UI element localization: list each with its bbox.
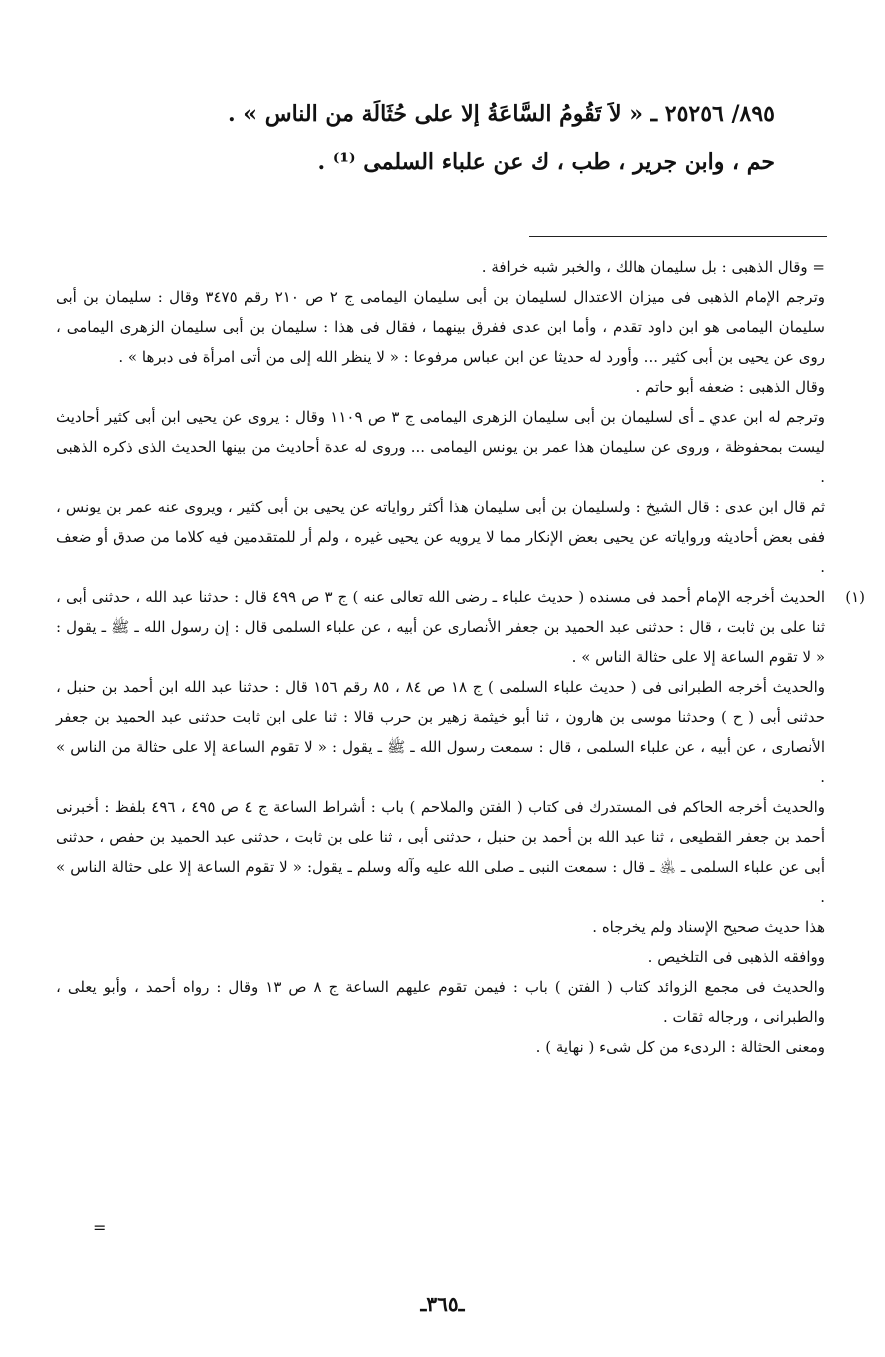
footnote-paragraph: وترجم الإمام الذهبى فى ميزان الاعتدال لسليمان بن أبى سليمان اليمامى ج ٢ ص ٢١٠ رقم ٣٤٧٥ وقال : سليمان بن أبى سليمان اليمامى هو ابن داود تقدم ، وأما ابن عدى ففرق بينهما ، فقال فى هذا : سليمان بن أبى سليمان الزهرى اليمامى ، روى عن يحيى بن أبى كثير ... وأورد له حديثا عن ابن عباس مرفوعا : « لا ينظر الله إلى من أتى امرأة فى دبرها » . xyxy=(56,288,825,366)
footnote-paragraph: ومعنى الحثالة : الردىء من كل شىء ( نهاية ) . xyxy=(535,1038,825,1056)
footnote-paragraph: والحديث أخرجه الطبرانى فى ( حديث علباء السلمى ) ج ١٨ ص ٨٤ ، ٨٥ رقم ١٥٦ قال : حدثنا عبد الله ابن أحمد بن حنبل ، حدثنى أبى ( ح ) وحدثنا موسى بن هارون ، ثنا أبو خيثمة زهير بن حرب قالا : ثنا على ابن ثابت حدثنى عبد الحميد بن جعفر الأنصارى ، عن أبيه ، عن علباء السلمى ، قال : سمعت رسول الله ـ ﷺ ـ يقول : « لا تقوم الساعة إلا على حثالة من الناس » . xyxy=(56,678,826,786)
footnote-paragraph: ثم قال ابن عدى : قال الشيخ : ولسليمان بن أبى سليمان هذا أكثر رواياته عن يحيى بن أبى كثير ، ويروى عنه عمر بن يونس ، ففى بعض أحاديثه ورواياته عن يحيى بعض الإنكار مما لا يرويه عن يحيى غيره ، ولم أر للمتقدمين فيه كلاما من صدق أو ضعف . xyxy=(56,498,825,576)
footnote-paragraph: الحديث أخرجه الإمام أحمد فى مسنده ( حديث علباء ـ رضى الله تعالى عنه ) ج ٣ ص ٤٩٩ قال : حدثنا عبد الله ، حدثنى أبى ، ثنا على بن ثابت ، قال : حدثنى عبد الحميد بن جعفر الأنصارى عن أبيه ، عن علباء السلمى قال : إن رسول الله ـ ﷺ ـ يقول : « لا تقوم الساعة إلا على حثالة الناس » . xyxy=(56,588,826,666)
footnote-separator xyxy=(529,236,827,237)
footnote-paragraph: والحديث فى مجمع الزوائد كتاب ( الفتن ) باب : فيمن تقوم عليهم الساعة ج ٨ ص ١٣ وقال : رواه أحمد ، وأبو يعلى ، والطبرانى ، ورجاله ثقات . xyxy=(56,978,825,1026)
footnote-paragraph: ووافقه الذهبى فى التلخيص . xyxy=(647,948,825,966)
footnote-paragraph: هذا حديث صحيح الإسناد ولم يخرجاه . xyxy=(592,918,825,936)
page-number: ـ٣٦٥ـ xyxy=(420,1292,465,1316)
footnote-paragraph: وترجم له ابن عدي ـ أى لسليمان بن أبى سليمان الزهرى اليمامى ج ٣ ص ١١٠٩ وقال : يروى عن يحيى ابن أبى كثير أحاديث ليست بمحفوظة ، وروى عن سليمان هذا عمر بن يونس اليمامى ... وروى له عدة أحاديث من بينها الحديث الذى ذكره الذهبى . xyxy=(56,408,825,486)
footnotes-section xyxy=(56,252,865,1062)
footnote-number: (١) xyxy=(845,588,865,606)
footnote-paragraph: وقال الذهبى : ضعفه أبو حاتم . xyxy=(635,378,825,396)
footnote-paragraph: والحديث أخرجه الحاكم فى المستدرك فى كتاب ( الفتن والملاحم ) باب : أشراط الساعة ج ٤ ص ٤٩٥ ، ٤٩٦ بلفظ : أخبرنى أحمد بن جعفر القطيعى ، ثنا عبد الله بن أحمد بن حنبل ، حدثنى أبى ، ثنا على بن ثابت ، حدثنى عبد الحميد بن حفص ، حدثنى أبى عن علباء السلمى ـ ﵁ ـ قال : سمعت النبى ـ صلى الله عليه وآله وسلم ـ يقول: « لا تقوم الساعة إلا على حثالة الناس » . xyxy=(56,798,825,906)
footnote-one xyxy=(56,582,865,672)
footnote-paragraph: = وقال الذهبى : بل سليمان هالك ، والخبر شبه خرافة . xyxy=(481,258,825,276)
hadith-text: ٨٩٥/ ٢٥٢٥٦ ـ « لاَ تَقُومُ السَّاعَةُ إلا على حُثَالَة من الناس » . xyxy=(227,101,775,127)
continuation-mark: = xyxy=(93,1218,107,1237)
hadith-sources: حم ، وابن جرير ، طب ، ك عن علباء السلمى ⁽¹⁾ . xyxy=(317,149,775,175)
hadith-entry xyxy=(40,90,775,186)
